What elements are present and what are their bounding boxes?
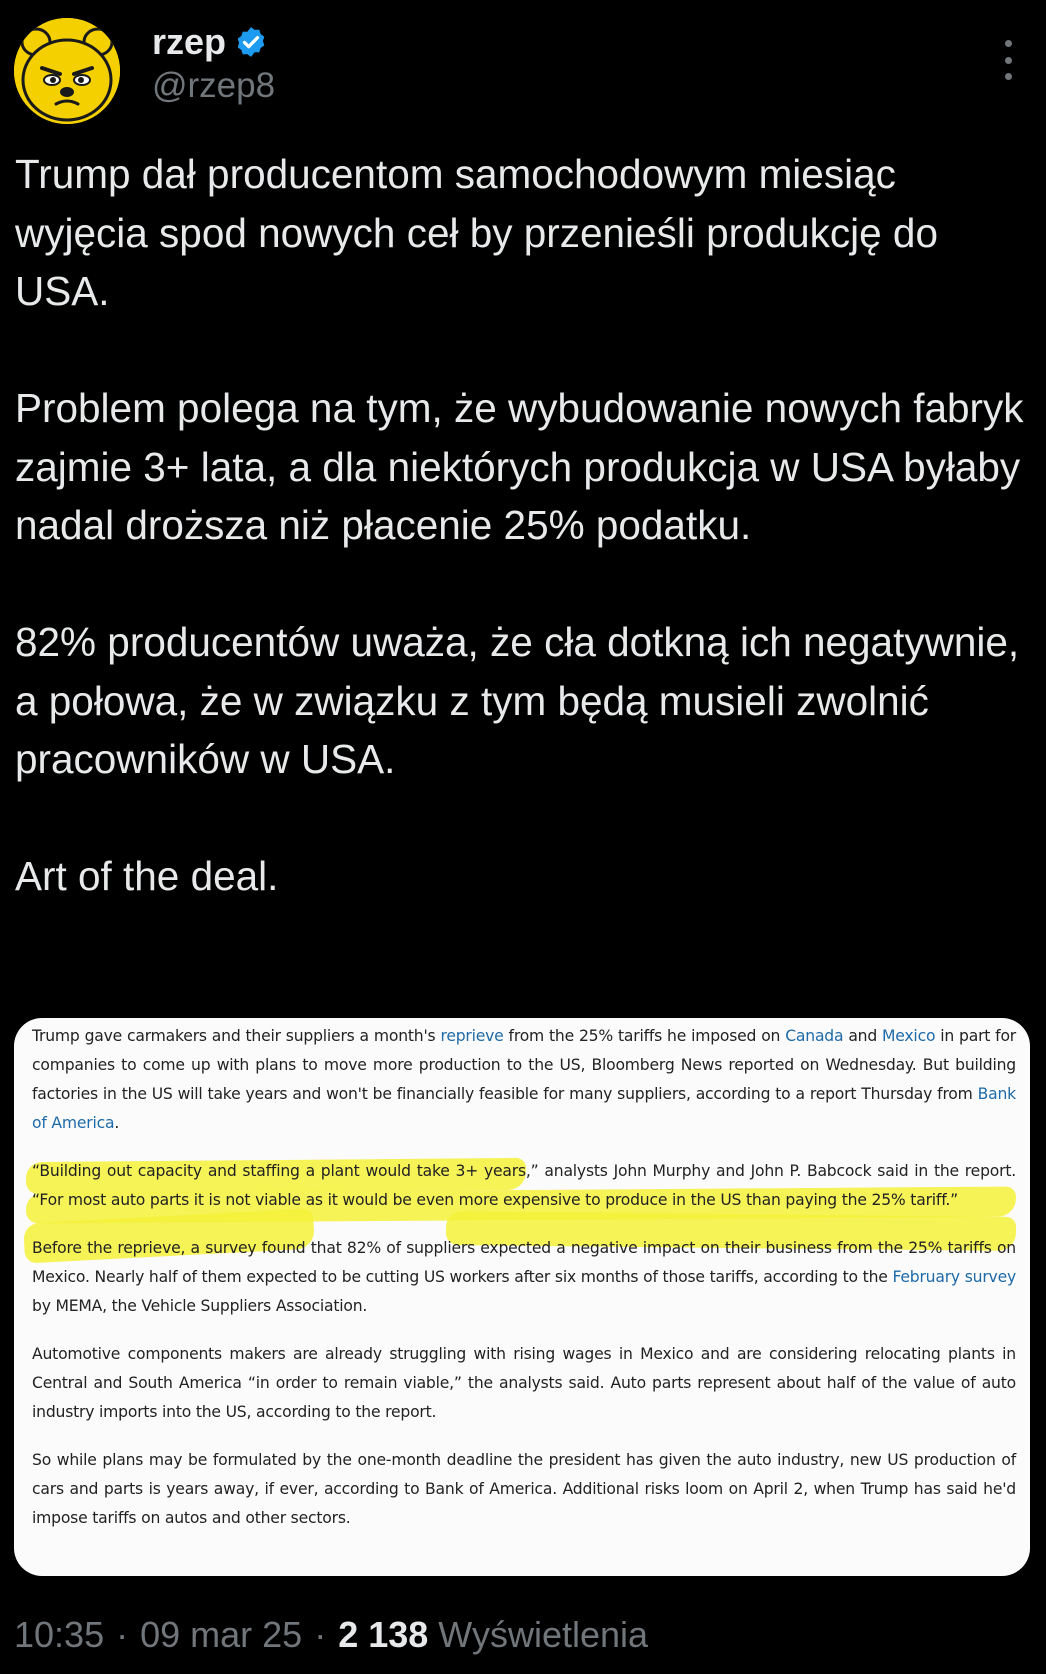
article-paragraph: Automotive components makers are already struggling with rising wages in Mexico and are considering relocating plants in Central and South America “in order to remain viable,” the analysts said. Auto parts represent about half of the value of auto industry imports into the US, according to the report. xyxy=(32,1345,1016,1421)
tweet-text xyxy=(15,145,1035,906)
tweet-paragraph: Trump dał producentom samochodowym miesiąc wyjęcia spod nowych ceł by przenieśli produkcję do USA. xyxy=(15,151,938,314)
tweet-time[interactable]: 10:35 xyxy=(14,1614,105,1655)
article-paragraph-highlighted: “Building out capacity and staffing a plant would take 3+ years,” analysts John Murphy and John P. Babcock said in the report. “For most auto parts it is not viable as it would be even more expensive to produce in the US than paying the 25% tariff.” xyxy=(32,1162,1016,1209)
tweet-paragraph: 82% producentów uważa, że cła dotkną ich negatywnie, a połowa, że w związku z tym będą musieli zwolnić pracowników w USA. xyxy=(15,619,1020,782)
avatar-bear-face-icon xyxy=(14,18,120,124)
meta-separator: · xyxy=(116,1614,129,1655)
article-text: and xyxy=(843,1027,883,1045)
author-name-row[interactable] xyxy=(152,20,268,64)
article-text: Trump gave carmakers and their suppliers a month's xyxy=(32,1027,441,1045)
article-link-february-survey: February survey xyxy=(892,1268,1016,1286)
attached-image[interactable] xyxy=(14,1018,1030,1576)
more-options-icon[interactable] xyxy=(994,40,1022,80)
verified-badge-icon xyxy=(234,25,268,59)
more-dot xyxy=(1005,73,1012,80)
tweet-date[interactable]: 09 mar 25 xyxy=(140,1614,303,1655)
author-display-name[interactable]: rzep xyxy=(152,21,227,62)
article-text: in part for companies to come up with plans to move more production to the US, Bloomberg News reported on Wednesday. But building factories in the US will take years and won't be financially feasible for many suppliers, according to a report Thursday from xyxy=(32,1027,1017,1103)
tweet-paragraph: Art of the deal. xyxy=(15,853,279,899)
article-paragraph xyxy=(32,1234,1016,1321)
article-paragraph xyxy=(32,1022,1016,1138)
more-dot xyxy=(1005,57,1012,64)
article-text: Before the reprieve, a survey found that 82% of suppliers expected a negative impact on their business from the 25% tariffs on Mexico. Nearly half of them expected to be cutting US workers after six months of those tariffs, according to the xyxy=(32,1239,1016,1286)
article-screenshot xyxy=(32,1022,1016,1533)
article-link-bank-of-america: Bank of America xyxy=(32,1085,1016,1132)
tweet-meta xyxy=(14,1610,648,1660)
more-dot xyxy=(1005,40,1012,47)
tweet-paragraph: Problem polega na tym, że wybudowanie nowych fabryk zajmie 3+ lata, a dla niektórych produkcja w USA byłaby nadal droższa niż płacenie 25% podatku. xyxy=(15,385,1024,548)
article-text: from the 25% tariffs he imposed on xyxy=(503,1027,786,1045)
meta-separator: · xyxy=(314,1614,327,1655)
article-paragraph: So while plans may be formulated by the one-month deadline the president has given the auto industry, new US production of cars and parts is years away, if ever, according to Bank of America. Additional risks loom on April 2, when Trump has said he'd impose tariffs on autos and other sectors. xyxy=(32,1451,1016,1527)
article-link-reprieve: reprieve xyxy=(440,1027,504,1045)
article-text: . xyxy=(114,1114,120,1132)
author-handle[interactable]: @rzep8 xyxy=(152,66,276,105)
avatar[interactable] xyxy=(14,18,120,124)
views-label: Wyświetlenia xyxy=(438,1614,649,1655)
article-link-canada: Canada xyxy=(785,1027,844,1045)
article-text: by MEMA, the Vehicle Suppliers Association. xyxy=(32,1297,368,1315)
article-link-mexico: Mexico xyxy=(882,1027,936,1045)
views-count: 2 138 xyxy=(338,1614,429,1655)
